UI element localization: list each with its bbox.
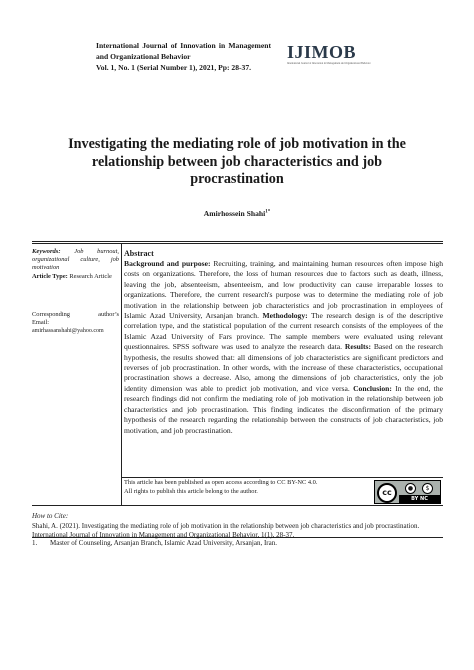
conclusion-text: In the end, the research findings did not confirm the mediating role of job motivation in the relationship between job characteristics and job procrastination. This finding indicates the disconfirmation of the primary hypothesis of the research regarding the relationship between the constructs of job characteristics, job motivation, and job procrastination. [124,383,443,435]
paper-title: Investigating the mediating role of job motivation in the relationship between job characteristics and job procrastination [68,136,406,187]
cc-icon: cc [377,483,397,503]
column-divider [121,244,122,505]
cc-license-badge[interactable] [374,480,441,504]
corresponding-label: Corresponding author’s [32,310,119,318]
citation [32,512,442,541]
methodology-label: Methodology: [262,311,308,321]
abstract-body [124,259,443,436]
journal-header [96,41,271,74]
abstract-heading: Abstract [124,249,154,258]
license-line-1: This article has been published as open access according to CC BY-NC 4.0. [124,479,318,486]
article-type [32,273,119,281]
keywords [32,248,119,273]
top-rule [32,241,443,242]
no-dollar-icon: $ [422,483,433,494]
abstract [124,248,443,436]
logo-text: IJIMOB [287,42,357,62]
corresponding-author [32,311,119,336]
logo-subtitle: International Journal of Innovation in Management and Organizational Behavior [287,62,371,65]
citation-label: How to Cite: [32,512,69,520]
article-type-value: Research Article [69,272,112,280]
keywords-text: Job burnout, organizational culture, job motivation [32,248,119,272]
author-line [0,209,474,218]
background-label: Background and purpose: [124,259,211,268]
footnote [32,539,442,549]
conclusion-label: Conclusion: [353,383,392,393]
bottom-rule [32,505,443,506]
license-line-2: All rights to publish this article belong to the author. [124,487,258,495]
author-marker: 1* [265,209,271,215]
journal-logo [287,43,379,65]
results-text: Based on the research hypothesis, the results showed that: all dimensions of job characteristics are significant predictors and reverses of job procrastination. In other words, with the increase of these characteristics, occupational procrastination shows a decrease. Also, among the dimensions of job characteristics, only the job identity dimension was able to predict job motivation, and vice versa. [124,342,443,393]
abstract-bottom-rule [122,477,443,478]
footnote-number: 1. [32,539,38,547]
article-type-label: Article Type: [32,272,68,280]
article-info-column [32,248,119,335]
footnote-text: Master of Counseling, Arsanjan Branch, Islamic Azad University, Arsanjan, Iran. [50,539,277,547]
email-link[interactable]: amirhassanshahi@yahoo.com [32,328,104,335]
cc-badge-label: BY NC [399,495,440,503]
methodology-text: The research design is of the descriptive correlation type, and the statistical population of the current research consists of the employees of the Islamic Azad University of Fars province. The sample members were evaluated using relevant questionnaires. SPSS software was used to analyze the research data. [124,311,443,352]
background-text: Recruiting, training, and maintaining human resources often impose high costs on organizations. Therefore, the loss of human resources due to factors such as death, illness, leaving the job, absenteeism, absenteeism, and low productivity can cause irreparable losses to organizations. Therefore, the current research's purpose was to determine the mediating role of job motivation in the relationship between job characteristics and job procrastination in employees of Islamic Azad University, Arsanjan branch. [124,259,443,321]
citation-text: Shahi, A. (2021). Investigating the mediating role of job motivation in the relationship between job characteristics and job procrastination. International Journal of Innovation in Management and Organizational Behavior, 1(1), 28-37. [32,521,420,540]
top-rule-inner [32,243,443,244]
person-icon: ● [405,483,416,494]
keywords-label: Keywords: [32,248,61,255]
email-label: Email: [32,319,50,327]
results-label: Results: [344,342,372,352]
author-name: Amirhossein Shahi [203,209,266,218]
journal-issue: Vol. 1, No. 1 (Serial Number 1), 2021, Pp: 28-37. [96,63,252,73]
license-statement [124,479,364,496]
journal-name: International Journal of Innovation in Management and Organizational Behavior [96,41,271,61]
